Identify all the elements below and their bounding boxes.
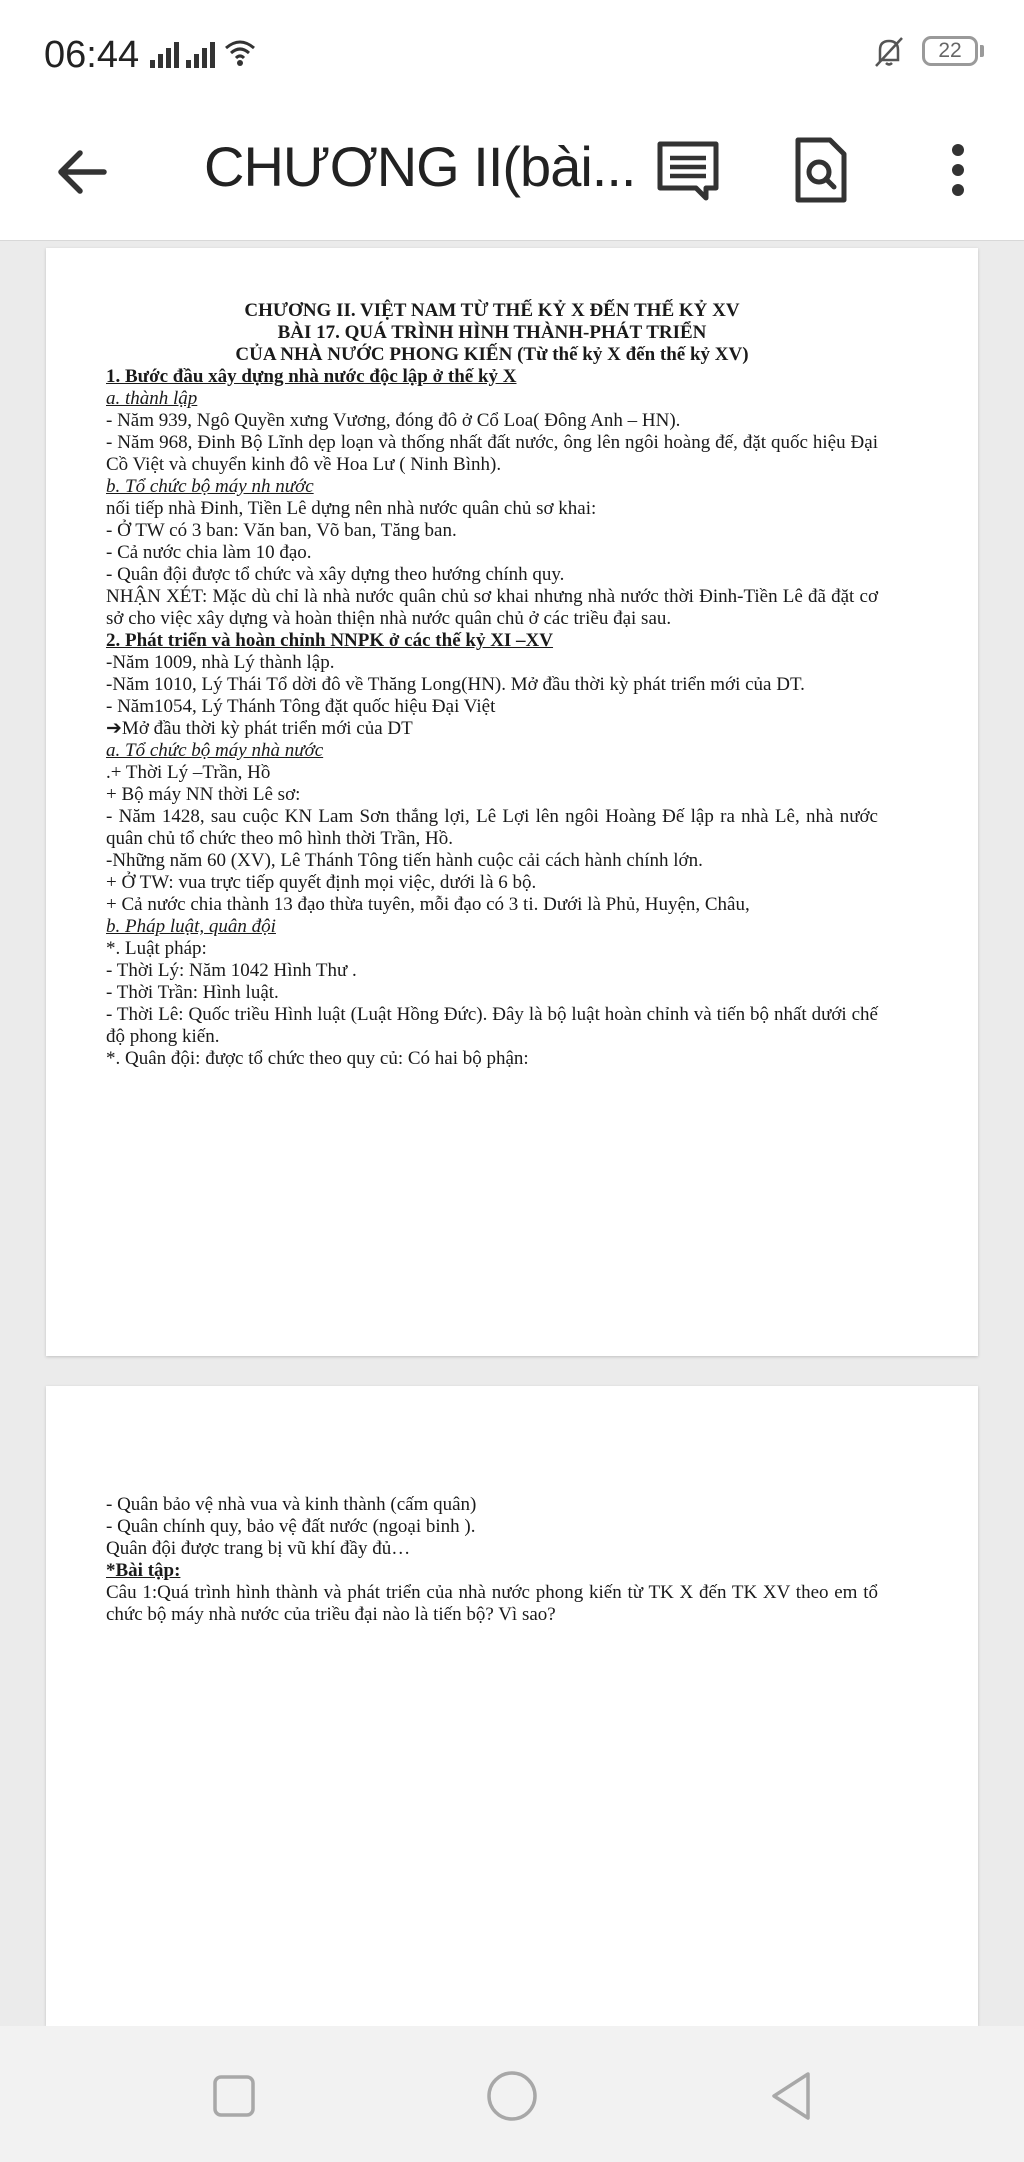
battery-tip — [980, 45, 984, 57]
navigation-bar — [0, 2026, 1024, 2162]
document-line: .+ Thời Lý –Trần, Hồ — [106, 762, 271, 783]
signal-1-icon — [150, 42, 179, 68]
document-line: - Quân bảo vệ nhà vua và kinh thành (cấm quân) — [106, 1494, 477, 1515]
document-line: BÀI 17. QUÁ TRÌNH HÌNH THÀNH-PHÁT TRIỂN — [277, 322, 707, 343]
more-vertical-icon[interactable] — [928, 130, 988, 210]
document-line: CHƯƠNG II. VIỆT NAM TỪ THẾ KỶ X ĐẾN THẾ KỶ XV — [244, 300, 740, 321]
document-line: - Cả nước chia làm 10 đạo. — [106, 542, 312, 563]
document-line: *. Quân đội: được tổ chức theo quy củ: Có hai bộ phận: — [106, 1048, 529, 1069]
document-line: - Năm 1428, sau cuộc KN Lam Sơn thắng lợi, Lê Lợi lên ngôi Hoàng Đế lập ra nhà Lê, nhà nước quân chủ tổ chức theo mô hình thời Trần, Hồ. — [106, 806, 878, 849]
notifications-off-icon — [872, 36, 906, 68]
status-time: 06:44 — [44, 34, 140, 76]
page-2-content — [106, 1494, 878, 1626]
document-line: nối tiếp nhà Đinh, Tiền Lê dựng nên nhà nước quân chủ sơ khai: — [106, 498, 597, 519]
page-1-content — [106, 300, 878, 1070]
document-line: - Quân chính quy, bảo vệ đất nước (ngoại binh ). — [106, 1516, 476, 1537]
document-line: Câu 1:Quá trình hình thành và phát triển của nhà nước phong kiến từ TK X đến TK XV theo em tổ chức bộ máy nhà nước của triều đại nào là tiến bộ? Vì sao? — [106, 1582, 878, 1625]
document-line: - Năm1054, Lý Thánh Tông đặt quốc hiệu Đại Việt — [106, 696, 496, 717]
document-line: b. Tổ chức bộ máy nh nước — [106, 476, 314, 497]
document-line: - Ở TW có 3 ban: Văn ban, Võ ban, Tăng ban. — [106, 520, 457, 541]
document-line: 1. Bước đầu xây dựng nhà nước độc lập ở thế kỷ X — [106, 366, 517, 387]
document-line: - Năm 939, Ngô Quyền xưng Vương, đóng đô ở Cổ Loa( Đông Anh – HN). — [106, 410, 681, 431]
document-line: CỦA NHÀ NƯỚC PHONG KIẾN (Từ thế kỷ X đến thế kỷ XV) — [235, 344, 749, 365]
document-search-icon[interactable] — [780, 130, 860, 210]
document-line: *. Luật pháp: — [106, 938, 207, 959]
document-line: + Ở TW: vua trực tiếp quyết định mọi việc, dưới là 6 bộ. — [106, 872, 537, 893]
wifi-icon — [224, 38, 256, 68]
document-line: *Bài tập: — [106, 1560, 181, 1581]
document-line: b. Pháp luật, quân đội — [106, 916, 276, 937]
document-line: NHẬN XÉT: Mặc dù chỉ là nhà nước quân chủ sơ khai nhưng nhà nước thời Đinh-Tiền Lê đã đặt cơ sở cho việc xây dựng và hoàn thiện nhà nước quân chủ ở các triều đại sau. — [106, 586, 878, 629]
battery-level: 22 — [938, 39, 962, 62]
app-bar — [0, 110, 1024, 241]
triangle-back-icon[interactable] — [758, 2064, 822, 2128]
document-title: CHƯƠNG II(bài... — [204, 135, 636, 198]
arrow-left-icon[interactable] — [50, 140, 114, 204]
document-line: - Thời Trần: Hình luật. — [106, 982, 279, 1003]
document-line: a. Tổ chức bộ máy nhà nước — [106, 740, 324, 761]
document-line: + Cả nước chia thành 13 đạo thừa tuyên, mỗi đạo có 3 ti. Dưới là Phủ, Huyện, Châu, — [106, 894, 750, 915]
document-line: -Năm 1010, Lý Thái Tổ dời đô về Thăng Long(HN). Mở đầu thời kỳ phát triển mới của DT. — [106, 674, 805, 695]
document-line: - Thời Lê: Quốc triều Hình luật (Luật Hồng Đức). Đây là bộ luật hoàn chỉnh và tiến bộ nhất dưới chế độ phong kiến. — [106, 1004, 878, 1047]
document-line: - Thời Lý: Năm 1042 Hình Thư . — [106, 960, 357, 981]
comment-icon[interactable] — [648, 130, 728, 210]
document-line: -Năm 1009, nhà Lý thành lập. — [106, 652, 335, 673]
circle-icon[interactable] — [480, 2064, 544, 2128]
document-page-2[interactable] — [46, 1386, 978, 2026]
document-line: + Bộ máy NN thời Lê sơ: — [106, 784, 301, 805]
document-line: 2. Phát triển và hoàn chỉnh NNPK ở các thế kỷ XI –XV — [106, 630, 554, 651]
battery-icon — [922, 36, 978, 66]
document-line: - Quân đội được tổ chức và xây dựng theo hướng chính quy. — [106, 564, 565, 585]
status-bar — [0, 0, 1024, 110]
square-icon[interactable] — [202, 2064, 266, 2128]
document-line: ➔Mở đầu thời kỳ phát triển mới của DT — [106, 718, 413, 739]
document-line: -Những năm 60 (XV), Lê Thánh Tông tiến hành cuộc cải cách hành chính lớn. — [106, 850, 703, 871]
signal-2-icon — [186, 42, 215, 68]
document-line: - Năm 968, Đinh Bộ Lĩnh dẹp loạn và thống nhất đất nước, ông lên ngôi hoàng đế, đặt quốc hiệu Đại Cồ Việt và chuyển kinh đô về Hoa Lư ( Ninh Bình). — [106, 432, 878, 475]
document-line: Quân đội được trang bị vũ khí đầy đủ… — [106, 1538, 411, 1559]
document-line: a. thành lập — [106, 388, 198, 409]
